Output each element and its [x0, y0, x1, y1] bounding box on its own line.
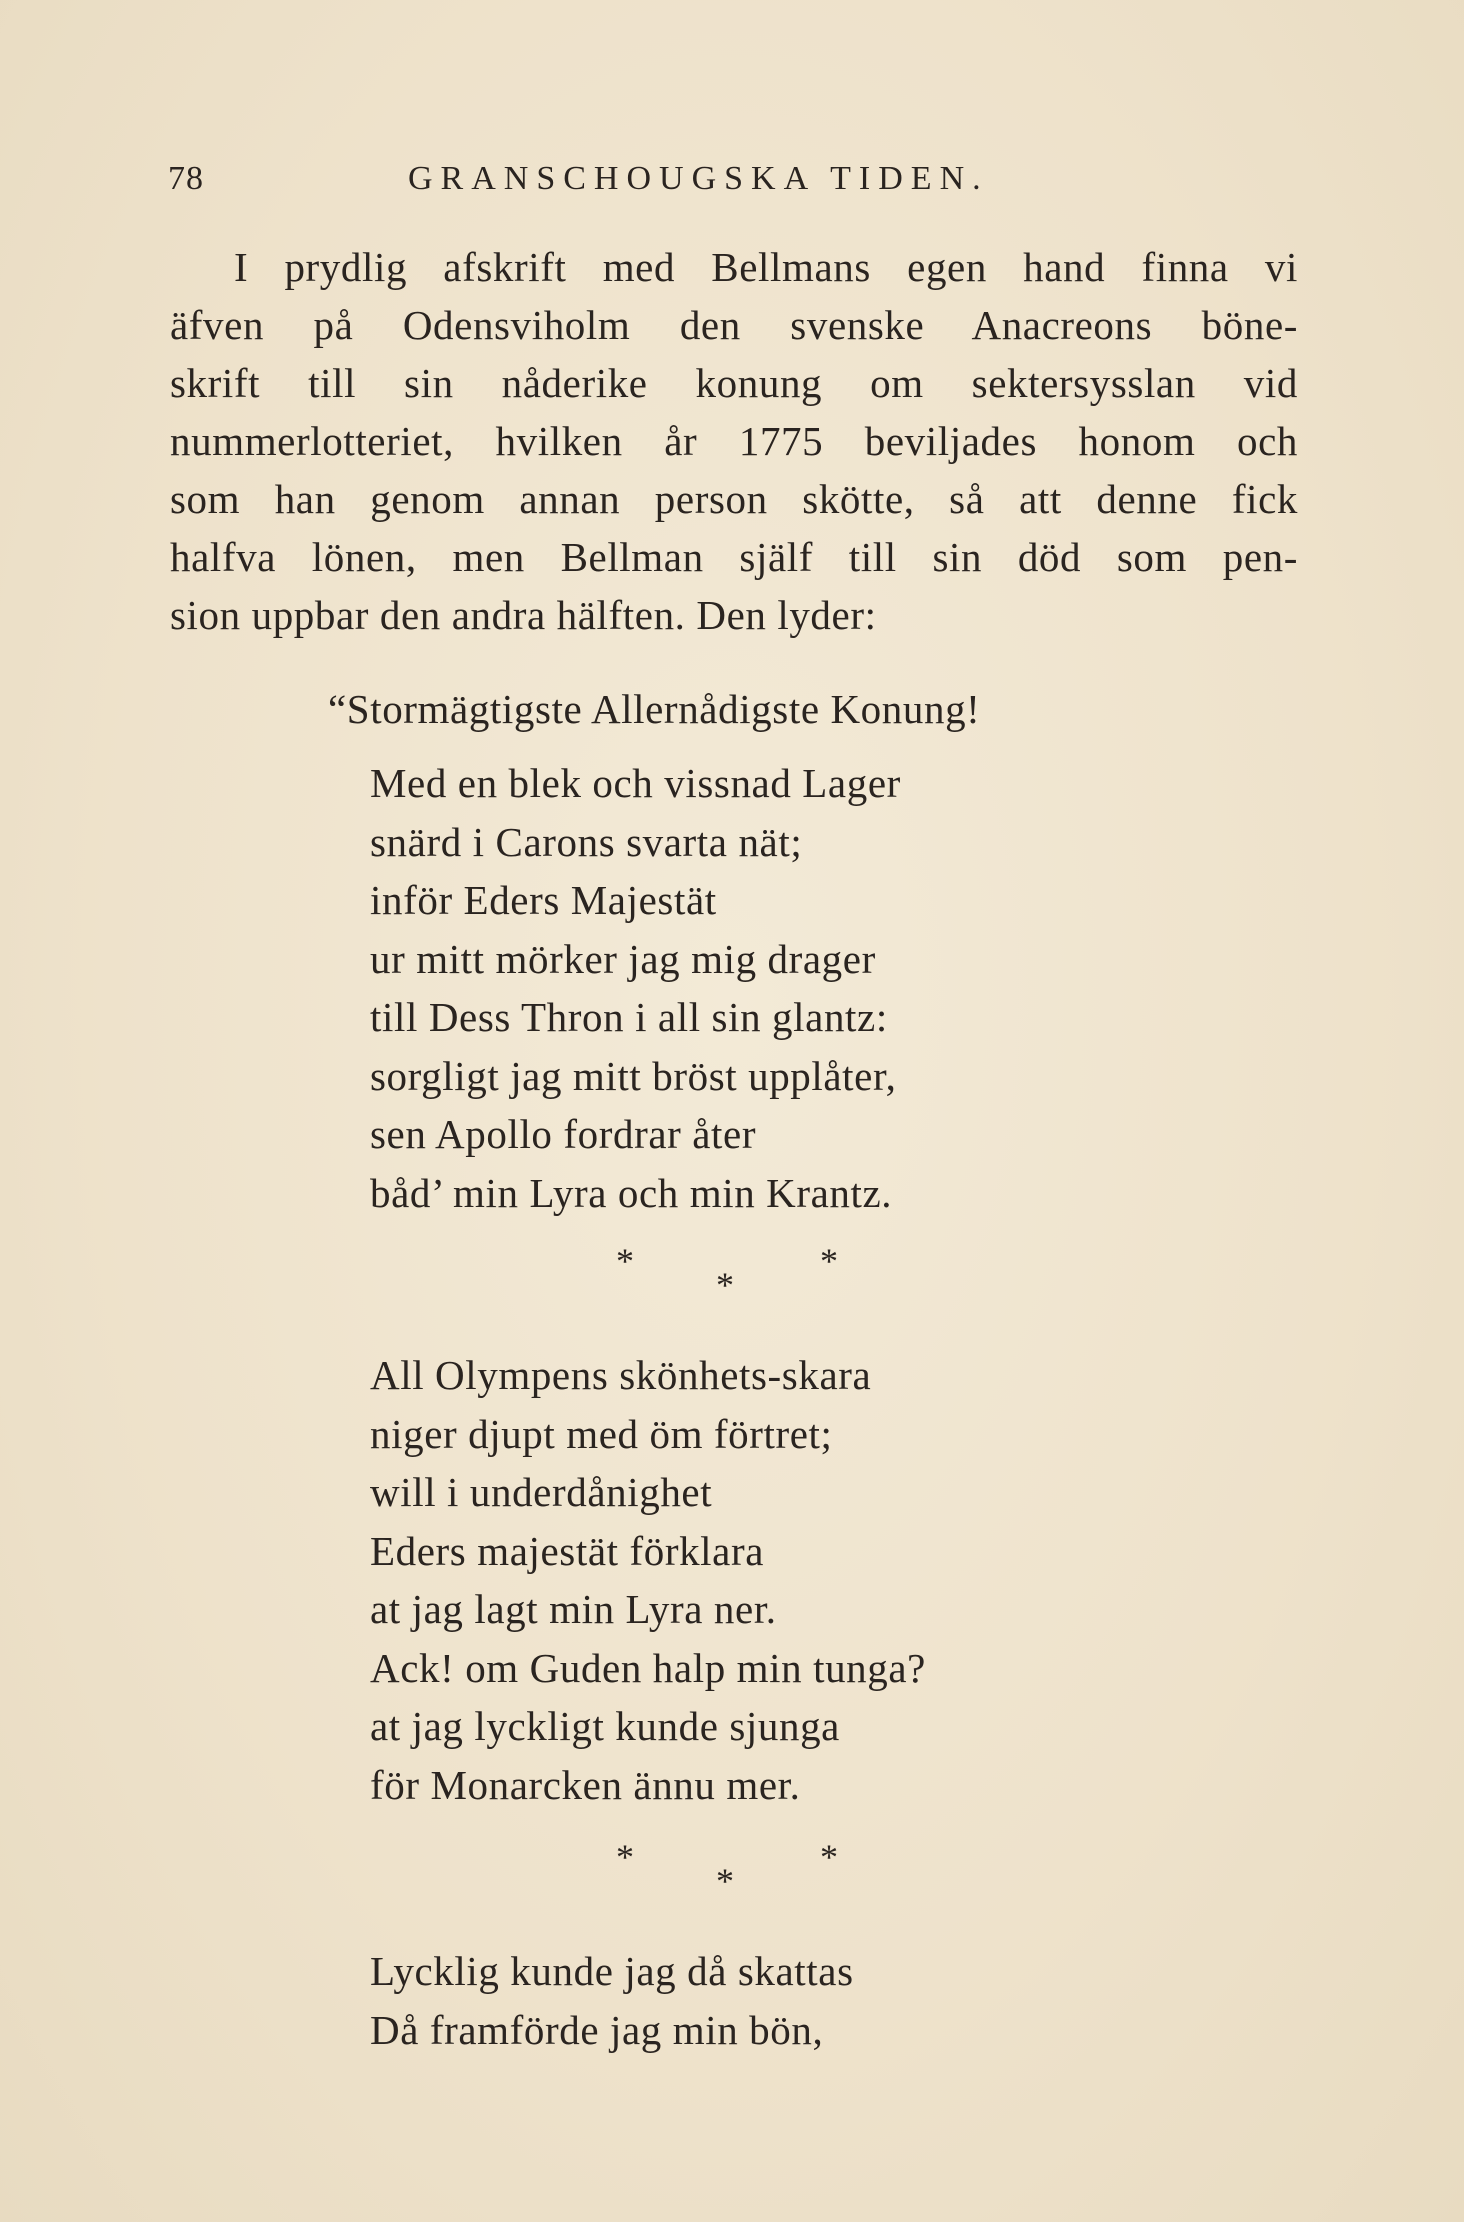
verse-line: Ack! om Guden halp min tunga?	[370, 1644, 926, 1691]
verse-line: at jag lyckligt kunde sjunga	[370, 1703, 840, 1749]
asterisk: *	[616, 1241, 634, 1281]
prose-line: skrift till sin nåderike konung om sektersysslan vid	[170, 360, 1298, 406]
running-head: GRANSCHOUGSKA TIDEN.	[408, 160, 989, 197]
verse-line: Då framförde jag min bön,	[370, 2006, 824, 2053]
verse-line: Lycklig kunde jag då skattas	[370, 1948, 854, 1994]
stanza	[370, 1346, 926, 1814]
verse-line: at jag lagt min Lyra ner.	[370, 1586, 777, 1632]
verse-line: will i underdånighet	[370, 1469, 713, 1515]
page-number: 78	[168, 160, 204, 197]
verse-line: till Dess Thron i all sin glantz:	[370, 994, 888, 1040]
prose-line: halfva lönen, men Bellman själf till sin död som pen-	[170, 534, 1298, 580]
page-header	[168, 160, 1308, 210]
verse-line: för Monarcken ännu mer.	[370, 1761, 801, 1808]
asterism-divider	[600, 1240, 860, 1310]
prose-line: som han genom annan person skötte, så att denne fick	[170, 476, 1298, 522]
prose-line: äfven på Odensviholm den svenske Anacreons böne-	[170, 302, 1298, 348]
prose-line: sion uppbar den andra hälften. Den lyder:	[170, 592, 877, 638]
verse-line: snärd i Carons svarta nät;	[370, 818, 803, 865]
verse-line: sorgligt jag mitt bröst upplåter,	[370, 1052, 897, 1099]
verse-line: niger djupt med öm förtret;	[370, 1410, 833, 1457]
stanza	[370, 1942, 854, 2059]
prose-line: I prydlig afskrift med Bellmans egen hand finna vi	[234, 244, 1298, 290]
verse-line: inför Eders Majestät	[370, 877, 717, 923]
verse-line: ur mitt mörker jag mig drager	[370, 935, 876, 982]
verse-line: All Olympens skönhets-skara	[370, 1352, 872, 1398]
asterism-divider	[600, 1836, 860, 1906]
prose-paragraph	[170, 238, 1298, 644]
asterisk: *	[616, 1837, 634, 1877]
asterisk: *	[716, 1265, 734, 1305]
asterisk: *	[820, 1241, 838, 1281]
verse-line: Eders majestät förklara	[370, 1527, 765, 1574]
verse-line: båd’ min Lyra och min Krantz.	[370, 1169, 893, 1216]
verse-line: Med en blek och vissnad Lager	[370, 760, 901, 806]
stanza	[370, 754, 901, 1222]
salutation: “Stormägtigste Allernådigste Konung!	[328, 686, 981, 732]
asterisk: *	[820, 1837, 838, 1877]
verse-line: sen Apollo fordrar åter	[370, 1111, 757, 1157]
asterisk: *	[716, 1861, 734, 1901]
prose-line: nummerlotteriet, hvilken år 1775 beviljades honom och	[170, 418, 1298, 464]
